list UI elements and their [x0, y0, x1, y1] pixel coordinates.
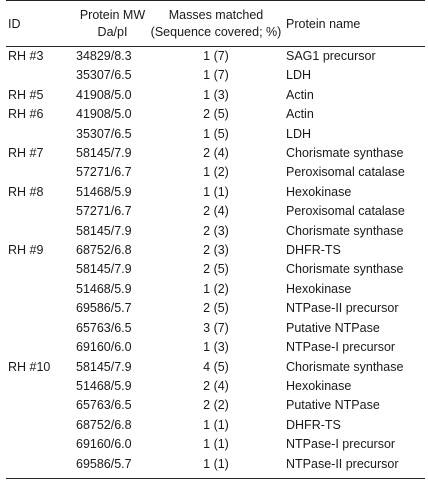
- header-mw-line1: Protein MW: [79, 8, 146, 22]
- cell-id: [6, 455, 76, 474]
- header-protein-mw: [76, 5, 149, 43]
- cell-masses-matched: 2 (4): [203, 204, 229, 219]
- table-body: [6, 47, 425, 479]
- cell-protein-mw: 51468/5.9: [76, 378, 132, 393]
- cell-protein-name: DHFR-TS: [286, 417, 341, 432]
- table-row: [6, 163, 425, 182]
- cell-protein-name: Hexokinase: [286, 281, 352, 296]
- cell-id: [6, 202, 76, 221]
- cell-masses-matched: 1 (7): [203, 49, 229, 63]
- table-row: [6, 280, 425, 299]
- cell-masses-matched: 1 (1): [203, 184, 229, 199]
- cell-masses-matched: 2 (3): [203, 223, 229, 238]
- cell-protein-name: Putative NTPase: [286, 320, 380, 335]
- cell-protein-name: Peroxisomal catalase: [286, 165, 405, 180]
- cell-protein-name: Hexokinase: [286, 378, 352, 393]
- cell-masses-matched: 1 (1): [203, 417, 229, 432]
- table-row: [6, 125, 425, 144]
- header-mass-line2: (Sequence covered; %): [150, 25, 282, 39]
- cell-protein-name: Chorismate synthase: [286, 262, 404, 277]
- cell-id: RH #9: [8, 243, 44, 258]
- cell-masses-matched: 1 (1): [203, 437, 229, 452]
- header-masses-matched: [149, 5, 283, 43]
- cell-id: [6, 260, 76, 279]
- cell-protein-name: NTPase-II precursor: [286, 456, 399, 471]
- cell-protein-name: Chorismate synthase: [286, 223, 404, 238]
- table-row: [6, 260, 425, 279]
- table-row: [6, 435, 425, 454]
- cell-protein-mw: 58145/7.9: [76, 262, 132, 277]
- cell-id: [6, 280, 76, 299]
- table-row: [6, 222, 425, 241]
- cell-id: [6, 416, 76, 435]
- cell-protein-name: SAG1 precursor: [286, 49, 376, 63]
- cell-id: [6, 396, 76, 415]
- cell-protein-name: NTPase-II precursor: [286, 301, 399, 316]
- bottom-rule: [6, 474, 425, 479]
- cell-protein-name: NTPase-I precursor: [286, 340, 396, 355]
- table-row: [6, 202, 425, 221]
- table-row: [6, 358, 425, 377]
- cell-protein-mw: 35307/6.5: [76, 126, 132, 141]
- table-row: [6, 377, 425, 396]
- cell-masses-matched: 1 (3): [203, 340, 229, 355]
- cell-id: RH #10: [8, 359, 51, 374]
- cell-masses-matched: 1 (5): [203, 126, 229, 141]
- cell-id: RH #5: [8, 87, 44, 102]
- cell-protein-name: Putative NTPase: [286, 398, 380, 413]
- cell-protein-mw: 58145/7.9: [76, 359, 132, 374]
- cell-protein-name: Chorismate synthase: [286, 359, 404, 374]
- cell-masses-matched: 1 (2): [203, 165, 229, 180]
- cell-masses-matched: 2 (5): [203, 107, 229, 122]
- cell-protein-mw: 41908/5.0: [76, 87, 132, 102]
- cell-protein-mw: 68752/6.8: [76, 417, 132, 432]
- table-row: [6, 183, 425, 202]
- cell-protein-mw: 51468/5.9: [76, 184, 132, 199]
- cell-protein-mw: 69586/5.7: [76, 456, 132, 471]
- cell-protein-mw: 58145/7.9: [76, 146, 132, 161]
- table-row: [6, 396, 425, 415]
- cell-masses-matched: 1 (2): [203, 281, 229, 296]
- cell-id: [6, 338, 76, 357]
- header-row: [6, 5, 425, 43]
- cell-id: [6, 125, 76, 144]
- cell-protein-name: NTPase-I precursor: [286, 437, 396, 452]
- cell-id: RH #7: [8, 146, 44, 161]
- table-row: [6, 319, 425, 338]
- cell-masses-matched: 2 (4): [203, 146, 229, 161]
- cell-masses-matched: 2 (5): [203, 262, 229, 277]
- cell-id: [6, 66, 76, 85]
- cell-id: [6, 435, 76, 454]
- cell-protein-name: Actin: [286, 107, 314, 122]
- header-mass-line1: Masses matched: [168, 8, 264, 22]
- cell-protein-name: Peroxisomal catalase: [286, 204, 405, 219]
- cell-masses-matched: 2 (2): [203, 398, 229, 413]
- cell-protein-mw: 65763/6.5: [76, 320, 132, 335]
- cell-masses-matched: 1 (3): [203, 87, 229, 102]
- cell-protein-name: LDH: [286, 126, 312, 141]
- cell-id: RH #6: [8, 107, 44, 122]
- cell-masses-matched: 2 (5): [203, 301, 229, 316]
- cell-protein-mw: 69586/5.7: [76, 301, 132, 316]
- cell-masses-matched: 1 (1): [203, 456, 229, 471]
- table-row: [6, 144, 425, 163]
- table-row: [6, 66, 425, 85]
- cell-protein-mw: 41908/5.0: [76, 107, 132, 122]
- table-row: [6, 241, 425, 260]
- cell-masses-matched: 4 (5): [203, 359, 229, 374]
- cell-id: RH #8: [8, 184, 44, 199]
- cell-masses-matched: 2 (3): [203, 243, 229, 258]
- cell-protein-mw: 69160/6.0: [76, 437, 132, 452]
- protein-identification-table: [6, 0, 425, 479]
- header-id: ID: [8, 16, 21, 31]
- cell-protein-name: Chorismate synthase: [286, 146, 404, 161]
- cell-protein-mw: 58145/7.9: [76, 223, 132, 238]
- cell-id: [6, 163, 76, 182]
- cell-masses-matched: 2 (4): [203, 378, 229, 393]
- cell-masses-matched: 3 (7): [203, 320, 229, 335]
- table-header: [6, 1, 425, 47]
- table-row: [6, 338, 425, 357]
- cell-protein-mw: 34829/8.3: [76, 49, 132, 63]
- cell-protein-name: Hexokinase: [286, 184, 352, 199]
- table-row: [6, 47, 425, 67]
- cell-id: [6, 319, 76, 338]
- cell-masses-matched: 1 (7): [203, 68, 229, 83]
- cell-protein-mw: 65763/6.5: [76, 398, 132, 413]
- table-row: [6, 416, 425, 435]
- table-row: [6, 455, 425, 474]
- cell-protein-name: LDH: [286, 68, 312, 83]
- cell-protein-mw: 57271/6.7: [76, 165, 132, 180]
- cell-protein-name: Actin: [286, 87, 314, 102]
- cell-id: [6, 377, 76, 396]
- cell-protein-mw: 68752/6.8: [76, 243, 132, 258]
- header-mw-line2: Da/pI: [97, 25, 128, 39]
- table-row: [6, 299, 425, 318]
- cell-id: [6, 299, 76, 318]
- cell-protein-name: DHFR-TS: [286, 243, 341, 258]
- cell-protein-mw: 51468/5.9: [76, 281, 132, 296]
- cell-protein-mw: 57271/6.7: [76, 204, 132, 219]
- table-row: [6, 86, 425, 105]
- cell-protein-mw: 35307/6.5: [76, 68, 132, 83]
- cell-id: RH #3: [8, 49, 44, 63]
- header-protein-name: Protein name: [286, 16, 361, 31]
- table-row: [6, 105, 425, 124]
- cell-protein-mw: 69160/6.0: [76, 340, 132, 355]
- cell-id: [6, 222, 76, 241]
